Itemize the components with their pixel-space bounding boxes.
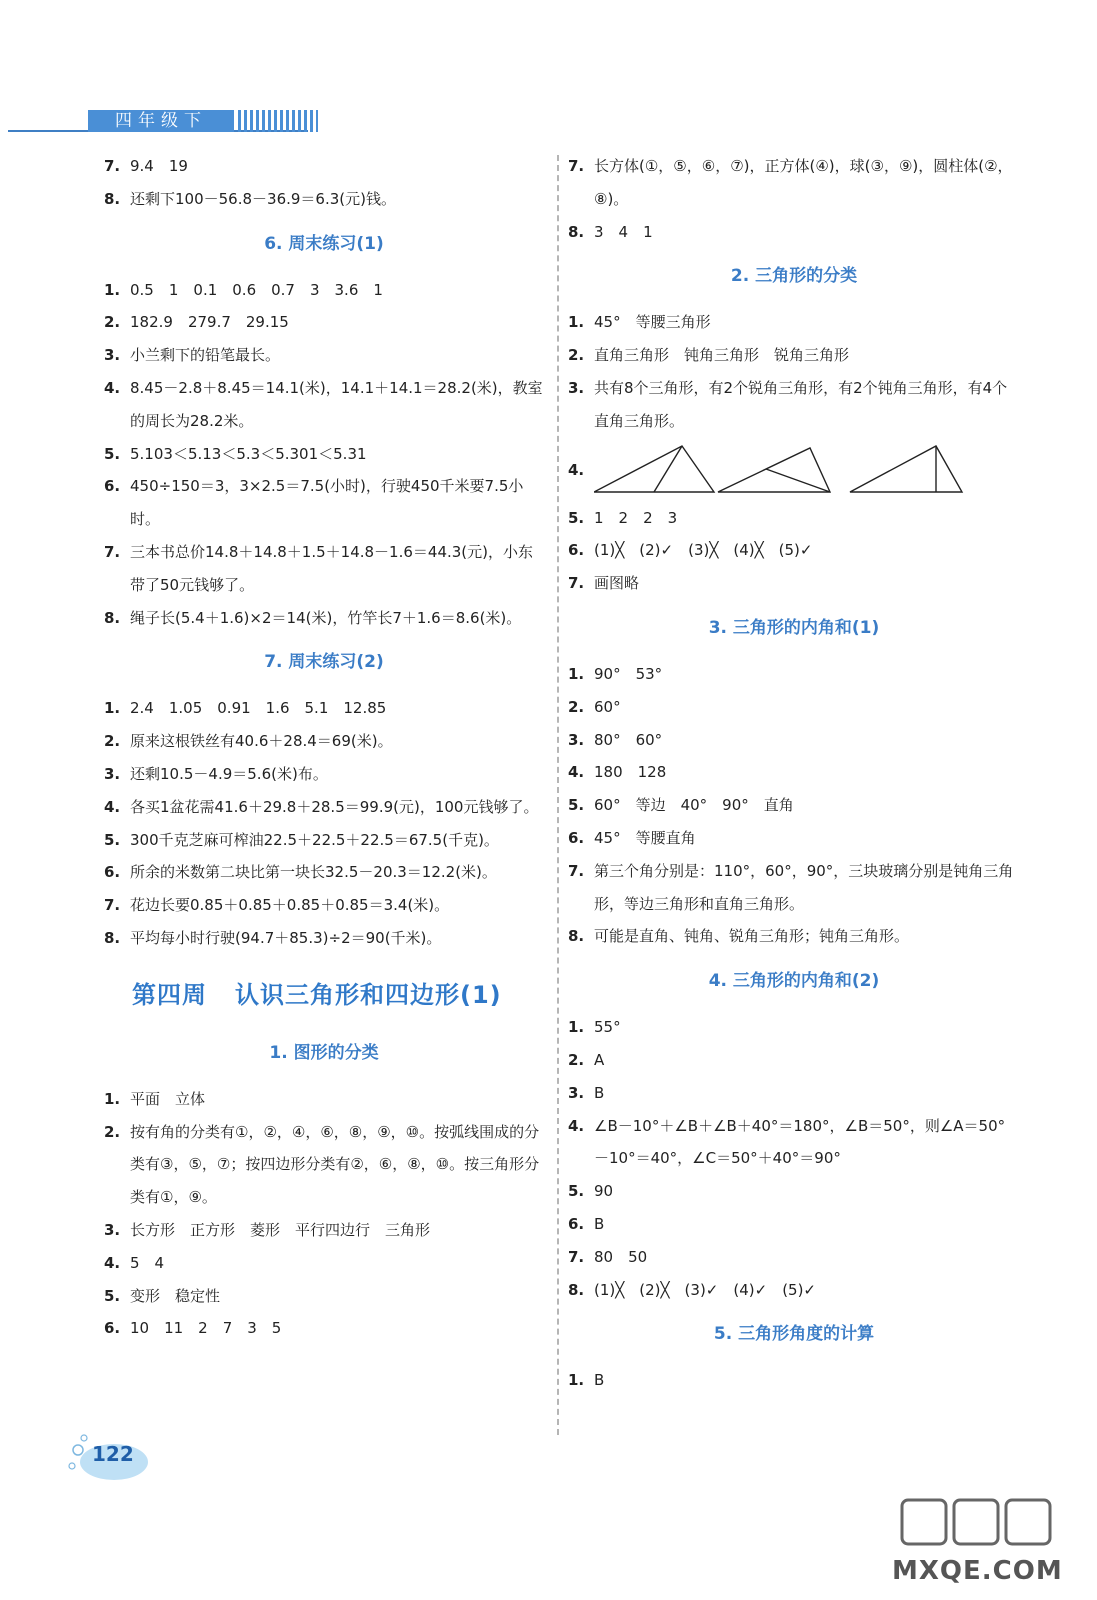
item-number: 1. [568, 1371, 585, 1390]
item-text: 5.103＜5.13＜5.3＜5.301＜5.31 [130, 444, 367, 463]
list-item [104, 536, 544, 602]
list-item [568, 1208, 1020, 1241]
item-text: B [594, 1083, 605, 1102]
list-item [104, 824, 544, 857]
item-text: 长方体(①，⑤，⑥，⑦)，正方体(④)，球(③，⑨)，圆柱体(②，⑧)。 [594, 157, 1013, 208]
list-item [568, 1175, 1020, 1208]
item-text: B [594, 1214, 605, 1233]
list-item-triangles [568, 438, 1020, 502]
item-text: 90° 53° [594, 664, 663, 683]
week-title: 认识三角形和四边形(1) [235, 980, 502, 1009]
item-text: 还剩下100－56.8－36.9＝6.3(元)钱。 [130, 189, 396, 208]
item-text: 45° 等腰三角形 [594, 313, 711, 332]
item-text: 45° 等腰直角 [594, 828, 696, 847]
list-item [104, 889, 544, 922]
item-text: 450÷150＝3，3×2.5＝7.5(小时)，行驶450千米要7.5小时。 [130, 477, 524, 529]
item-number: 6. [104, 477, 121, 496]
item-number: 6. [104, 1319, 121, 1338]
list-item [568, 1044, 1020, 1077]
list-item [568, 724, 1020, 757]
list-item [568, 567, 1020, 600]
item-number: 3. [568, 1083, 585, 1102]
list-item [104, 1312, 544, 1345]
item-number: 7. [104, 157, 121, 175]
item-number: 1. [104, 699, 121, 718]
list-item [568, 1011, 1020, 1044]
item-text: 画图略 [594, 574, 640, 593]
list-item [568, 534, 1020, 567]
list-item [568, 691, 1020, 724]
list-item [104, 1214, 544, 1247]
item-number: 1. [568, 1018, 585, 1037]
triangle-figure-3 [850, 446, 962, 492]
item-text: 5 4 [130, 1253, 165, 1272]
item-text: 60° 等边 40° 90° 直角 [594, 796, 794, 815]
item-text: (1)╳ (2)╳ (3)✓ (4)✓ (5)✓ [594, 1280, 817, 1299]
item-text: B [594, 1371, 605, 1390]
item-number: 1. [104, 1089, 121, 1108]
right-column [568, 150, 1020, 1397]
item-number: 8. [104, 928, 121, 947]
list-item [568, 822, 1020, 855]
item-text: 1 2 2 3 [594, 508, 678, 527]
item-text: 花边长要0.85＋0.85＋0.85＋0.85＝3.4(米)。 [130, 896, 450, 915]
item-number: 3. [568, 730, 585, 749]
list-item [568, 150, 1020, 216]
list-item [104, 438, 544, 471]
item-number: 4. [104, 1253, 121, 1272]
item-number: 6. [568, 541, 585, 560]
item-text: 变形 稳定性 [130, 1286, 221, 1305]
section-title: 2. 三角形的分类 [730, 266, 858, 287]
list-item [568, 372, 1020, 438]
item-text: 所余的米数第二块比第一块长32.5－20.3＝12.2(米)。 [130, 863, 497, 882]
list-item [568, 658, 1020, 691]
list-item [568, 855, 1020, 921]
item-number: 4. [568, 1116, 585, 1135]
list-item [104, 372, 544, 438]
item-number: 2. [104, 732, 121, 751]
item-number: 8. [568, 927, 585, 946]
item-text: 长方形 正方形 菱形 平行四边行 三角形 [130, 1220, 431, 1239]
item-number: 5. [104, 1286, 121, 1305]
item-number: 2. [104, 313, 121, 332]
list-item [568, 1241, 1020, 1274]
item-number: 8. [104, 189, 121, 208]
item-number: 1. [104, 280, 121, 299]
item-text: 共有8个三角形，有2个锐角三角形，有2个钝角三角形，有4个直角三角形。 [594, 378, 1008, 430]
item-text: 可能是直角、钝角、锐角三角形；钝角三角形。 [594, 927, 910, 946]
item-number: 5. [568, 796, 585, 815]
list-item [568, 216, 1020, 249]
list-item [104, 1280, 544, 1313]
header-stripes [238, 110, 318, 132]
item-text: 80° 60° [594, 730, 663, 749]
item-text: 小兰剩下的铅笔最长。 [130, 346, 281, 365]
item-number: 3. [104, 764, 121, 783]
item-number: 6. [568, 1214, 585, 1233]
left-column [104, 150, 544, 1345]
item-text: 原来这根铁丝有40.6＋28.4＝69(米)。 [130, 732, 393, 751]
triangle-figures [594, 440, 994, 500]
list-item [104, 183, 544, 216]
page-number: 122 [92, 1442, 134, 1466]
list-item [568, 789, 1020, 822]
item-number: 1. [568, 313, 585, 332]
section-title: 6. 周末练习(1) [264, 233, 384, 254]
item-text: ∠B－10°＋∠B＋∠B＋40°＝180°，∠B＝50°，则∠A＝50°－10°＝40°，∠C＝50°＋40°＝90° [594, 1116, 1006, 1168]
item-text: 平均每小时行驶(94.7＋85.3)÷2＝90(千米)。 [130, 928, 442, 947]
item-text: 2.4 1.05 0.91 1.6 5.1 12.85 [130, 699, 387, 718]
item-text: 9.4 19 [130, 157, 188, 175]
item-number: 4. [568, 460, 585, 479]
item-text: 180 128 [594, 763, 667, 782]
column-divider [557, 155, 559, 1435]
item-number: 7. [568, 157, 585, 175]
item-number: 7. [568, 574, 585, 593]
item-number: 5. [104, 444, 121, 463]
item-text: A [594, 1050, 605, 1069]
week-heading [132, 975, 544, 1015]
item-text: 平面 立体 [130, 1089, 206, 1108]
watermark-text: MXQE.COM [892, 1556, 1063, 1586]
list-item [568, 756, 1020, 789]
item-text: 182.9 279.7 29.15 [130, 313, 289, 332]
item-number: 8. [568, 222, 585, 241]
page-number-badge [68, 1430, 150, 1486]
item-number: 2. [104, 1122, 121, 1141]
list-item [104, 1247, 544, 1280]
list-item [568, 306, 1020, 339]
item-number: 3. [104, 1220, 121, 1239]
list-item [104, 1083, 544, 1116]
item-text: 按有角的分类有①，②，④，⑥，⑧，⑨，⑩。按弧线围成的分类有③，⑤，⑦；按四边形分类有②，⑥，⑧，⑩。按三角形分类有①，⑨。 [130, 1122, 540, 1207]
list-item [104, 306, 544, 339]
item-number: 2. [568, 1050, 585, 1069]
item-number: 4. [104, 797, 121, 816]
item-number: 7. [104, 896, 121, 915]
item-text: 还剩10.5－4.9＝5.6(米)布。 [130, 764, 328, 783]
watermark-logo-icon [886, 1490, 1066, 1560]
week-label: 第四周 [132, 980, 207, 1009]
item-text: 各买1盆花需41.6＋29.8＋28.5＝99.9(元)，100元钱够了。 [130, 797, 539, 816]
item-number: 4. [104, 378, 121, 397]
item-text: 55° [594, 1018, 621, 1037]
item-text: 第三个角分别是：110°，60°，90°，三块玻璃分别是钝角三角形，等边三角形和直角三角形。 [594, 861, 1014, 913]
item-number: 2. [568, 346, 585, 365]
section-title: 4. 三角形的内角和(2) [708, 971, 880, 992]
list-item [104, 692, 544, 725]
list-item [568, 1364, 1020, 1397]
item-number: 3. [104, 346, 121, 365]
item-number: 7. [104, 542, 121, 561]
item-text: 60° [594, 697, 621, 716]
list-item [104, 1116, 544, 1214]
site-watermark [886, 1490, 1066, 1590]
item-number: 6. [104, 863, 121, 882]
list-item [568, 502, 1020, 535]
list-item [104, 602, 544, 635]
list-item [104, 791, 544, 824]
item-number: 8. [568, 1280, 585, 1299]
list-item [104, 758, 544, 791]
list-item [568, 339, 1020, 372]
item-text: 0.5 1 0.1 0.6 0.7 3 3.6 1 [130, 280, 383, 299]
item-number: 1. [568, 664, 585, 683]
list-item [104, 150, 544, 183]
item-number: 3. [568, 378, 585, 397]
item-text: 三本书总价14.8＋14.8＋1.5＋14.8－1.6＝44.3(元)，小东带了50元钱够了。 [130, 542, 534, 594]
grade-label: 四年级下 [88, 110, 234, 132]
list-item [104, 274, 544, 307]
list-item [568, 920, 1020, 953]
item-text: 8.45－2.8＋8.45＝14.1(米)，14.1＋14.1＝28.2(米)，教室的周长为28.2米。 [130, 378, 543, 430]
item-text: (1)╳ (2)✓ (3)╳ (4)╳ (5)✓ [594, 541, 813, 560]
item-number: 5. [568, 508, 585, 527]
list-item [104, 922, 544, 955]
triangle-figure-1 [594, 446, 714, 492]
item-number: 5. [568, 1182, 585, 1201]
item-text: 90 [594, 1182, 614, 1201]
section-title: 5. 三角形角度的计算 [713, 1324, 875, 1345]
item-number: 6. [568, 828, 585, 847]
section-title: 3. 三角形的内角和(1) [708, 617, 880, 638]
item-text: 绳子长(5.4＋1.6)×2＝14(米)，竹竿长7＋1.6＝8.6(米)。 [130, 608, 522, 627]
item-number: 7. [568, 861, 585, 880]
item-text: 80 50 [594, 1247, 648, 1266]
item-number: 2. [568, 697, 585, 716]
section-title: 7. 周末练习(2) [264, 652, 384, 673]
grade-header [0, 108, 330, 136]
list-item [568, 1274, 1020, 1307]
item-number: 7. [568, 1247, 585, 1266]
list-item [104, 725, 544, 758]
list-item [568, 1110, 1020, 1176]
item-text: 3 4 1 [594, 222, 653, 241]
item-number: 8. [104, 608, 121, 627]
item-number: 4. [568, 763, 585, 782]
list-item [568, 1077, 1020, 1110]
list-item [104, 470, 544, 536]
section-title: 1. 图形的分类 [269, 1042, 379, 1063]
list-item [104, 339, 544, 372]
item-text: 直角三角形 钝角三角形 锐角三角形 [594, 346, 850, 365]
list-item [104, 856, 544, 889]
item-text: 10 11 2 7 3 5 [130, 1319, 282, 1338]
item-text: 300千克芝麻可榨油22.5＋22.5＋22.5＝67.5(千克)。 [130, 830, 499, 849]
item-number: 5. [104, 830, 121, 849]
